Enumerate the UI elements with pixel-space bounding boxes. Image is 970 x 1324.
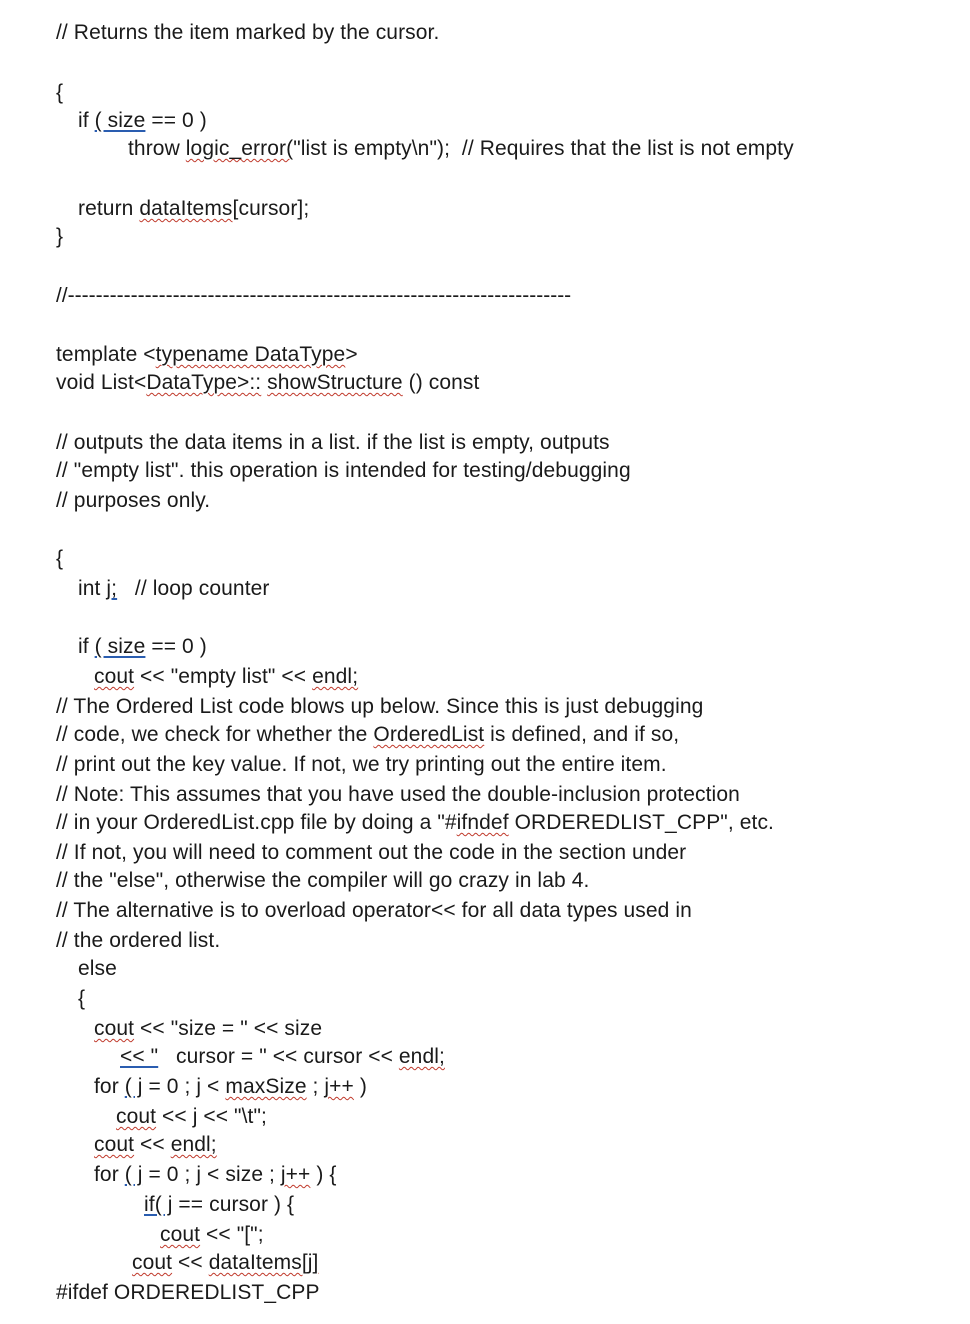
open-brace-2: { (56, 547, 64, 570)
close-brace: } (56, 225, 64, 248)
for-maxsize-line: for ( j = 0 ; j < maxSize ; j++ ) (94, 1075, 367, 1098)
comment-ordered-2: // code, we check for whether the OrderedList is defined, and if so, (56, 723, 680, 746)
cout-j-tab-line: cout << j << "\t"; (116, 1105, 267, 1128)
comment-ordered-7: // the "else", otherwise the compiler will go crazy in lab 4. (56, 869, 590, 892)
comment-outputs-2: // "empty list". this operation is intended for testing/debugging (56, 459, 631, 482)
comment-returns-item: // Returns the item marked by the cursor. (56, 21, 440, 44)
return-line: return dataItems[cursor]; (78, 197, 310, 220)
comment-ordered-1: // The Ordered List code blows up below. Since this is just debugging (56, 695, 704, 718)
if-size-line-2: if ( size == 0 ) (78, 635, 207, 658)
cout-size-line: cout << "size = " << size (94, 1017, 323, 1040)
throw-line: throw logic_error("list is empty\n"); // Requires that the list is not empty (128, 137, 794, 160)
comment-outputs-3: // purposes only. (56, 489, 211, 512)
cout-dataitems-line: cout << dataItems[j] (132, 1251, 319, 1274)
comment-ordered-6: // If not, you will need to comment out the code in the section under (56, 841, 687, 864)
separator-comment: //------------------------------------------------------------------------ (56, 287, 572, 305)
function-signature: void List<DataType>:: showStructure () const (56, 371, 480, 394)
open-brace: { (56, 81, 64, 104)
comment-outputs-1: // outputs the data items in a list. if the list is empty, outputs (56, 431, 610, 454)
int-j-line: int j; // loop counter (78, 577, 270, 600)
template-line: template <typename DataType> (56, 343, 358, 366)
for-size-line: for ( j = 0 ; j < size ; j++ ) { (94, 1163, 337, 1186)
else-open-brace: { (78, 987, 86, 1010)
if-cursor-line: if( j == cursor ) { (144, 1193, 295, 1216)
cout-bracket-line: cout << "["; (160, 1223, 264, 1246)
else-keyword: else (78, 957, 117, 980)
cout-endl-line: cout << endl; (94, 1133, 217, 1156)
if-size-line: if ( size == 0 ) (78, 109, 207, 132)
cursor-line: << " cursor = " << cursor << endl; (120, 1045, 445, 1068)
cout-empty-list: cout << "empty list" << endl; (94, 665, 359, 688)
comment-ordered-5: // in your OrderedList.cpp file by doing a "#ifndef ORDEREDLIST_CPP", etc. (56, 811, 774, 834)
comment-ordered-8: // The alternative is to overload operator<< for all data types used in (56, 899, 692, 922)
comment-ordered-3: // print out the key value. If not, we try printing out the entire item. (56, 753, 667, 776)
ifdef-line: #ifdef ORDEREDLIST_CPP (56, 1281, 320, 1304)
comment-ordered-9: // the ordered list. (56, 929, 221, 952)
comment-ordered-4: // Note: This assumes that you have used the double-inclusion protection (56, 783, 740, 806)
